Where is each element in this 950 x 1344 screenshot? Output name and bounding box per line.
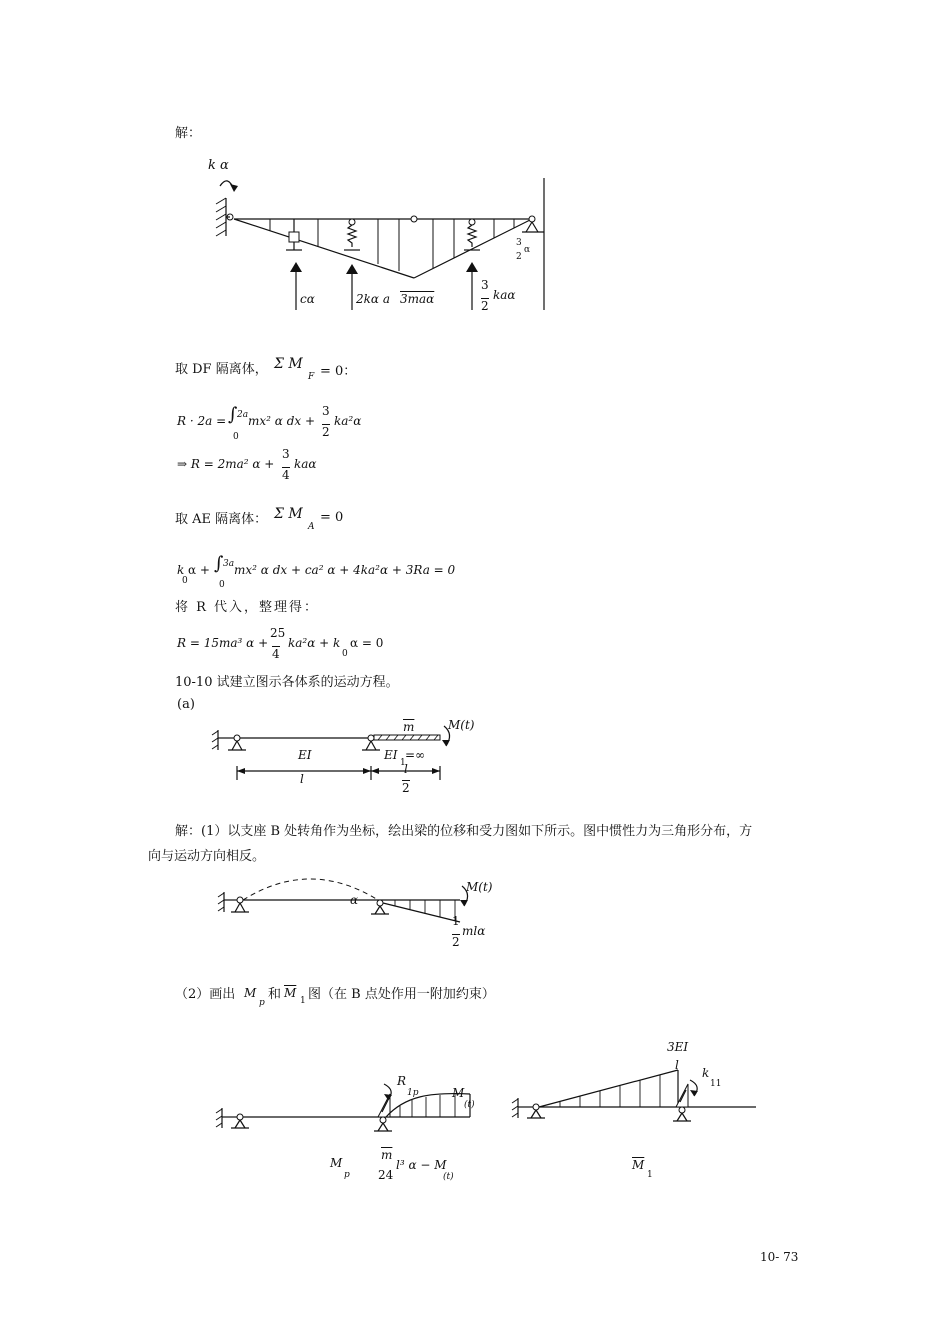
three-ei-den: l: [675, 1058, 679, 1072]
c-alpha-label: cα: [300, 292, 315, 306]
eq3-k: k: [177, 563, 185, 577]
eq3-body: mx² α dx + ca² α + 4ka²α + 3Ra = 0: [234, 563, 456, 577]
solution-line-1: 解：(1）以支座 B 处转角作为坐标，绘出梁的位移和受力图如下所示。图中惯性力为三角形分布，方: [175, 824, 753, 839]
r1p-label: R: [397, 1074, 407, 1088]
df-intro: 取 DF 隔离体，: [175, 362, 268, 377]
moment-label: M(t): [448, 718, 475, 732]
bottom-tail: l³ α − M: [396, 1158, 447, 1172]
df-sum: Σ M: [274, 356, 303, 372]
ei-label: EI: [298, 748, 312, 762]
eq4-tail: ka²α + k: [288, 636, 341, 650]
mp-label: M: [330, 1156, 343, 1170]
step2-text-a: （2）画出: [175, 987, 236, 1002]
k11-sub: 11: [710, 1079, 722, 1089]
df-eq0: = 0：: [320, 364, 357, 379]
eq4-end: α = 0: [350, 636, 384, 650]
small-frac-num: 3: [516, 238, 522, 248]
len-half-num: l: [404, 762, 408, 776]
eq2-tail: kaα: [294, 457, 317, 471]
eq3-k-sub: 0: [182, 576, 188, 586]
eq1-integral: ∫: [228, 404, 238, 425]
bottom-frac-num: $\overline{m}$: [381, 1148, 393, 1162]
eq3-int-lower: 0: [219, 580, 225, 590]
eq1-frac-den: 2: [322, 425, 330, 439]
frac-3-var: kaα: [493, 288, 516, 302]
step2-m1: $\overline{M}$: [284, 986, 297, 1000]
frac-3-den: 2: [481, 299, 489, 313]
m-l-alpha-label: mlα: [462, 924, 486, 938]
step2-m1-sub: 1: [300, 996, 306, 1006]
bottom-frac-den: 24: [378, 1168, 394, 1182]
eq3-int-upper: 3a: [223, 559, 235, 569]
bottom-tail-sub: (t): [443, 1172, 454, 1182]
eq4-frac-num: 25: [270, 626, 286, 640]
eq1-tail: ka²α: [334, 414, 362, 428]
len-l-label: l: [300, 772, 304, 786]
eq1-int-upper: 2a: [237, 410, 249, 420]
mt-label: M: [452, 1086, 465, 1100]
moment-label-2: M(t): [466, 880, 493, 894]
ei1-val: =∞: [405, 748, 426, 762]
ae-eq0: = 0: [320, 510, 344, 525]
ei1-label: EI: [384, 748, 398, 762]
eq4-k-sub: 0: [342, 649, 348, 659]
m1-label-sub: 1: [647, 1170, 653, 1180]
solution-line-2: 向与运动方向相反。: [148, 849, 266, 864]
eq1-body: mx² α dx +: [248, 414, 316, 428]
eq4-left: R = 15ma³ α +: [177, 636, 269, 650]
mt-sub: (t): [464, 1100, 475, 1110]
frac-half-num: 1: [452, 914, 460, 928]
frac-half-den: 2: [452, 935, 460, 949]
step2-and: 和: [268, 987, 282, 1002]
eq3-integral: ∫: [214, 553, 224, 574]
df-sub: F: [308, 372, 315, 382]
ae-intro: 取 AE 隔离体：: [175, 512, 268, 527]
solution-label: 解：: [175, 126, 202, 141]
step2-mp: M: [244, 986, 257, 1000]
eq3-a: α +: [188, 563, 210, 577]
alpha-label: α: [350, 893, 359, 907]
eq2-frac-num: 3: [282, 447, 290, 461]
r1p-sub: 1p: [407, 1088, 419, 1098]
eq2-frac-den: 4: [282, 468, 290, 482]
eq1-frac-num: 3: [322, 404, 330, 418]
eq1-int-lower: 0: [233, 432, 239, 442]
three-ei-label: 3EI: [667, 1040, 689, 1054]
substitute-text: 将 R 代入，整理得：: [175, 600, 320, 615]
len-half-den: 2: [402, 781, 410, 795]
two-k-alpha-a-label: 2kα a: [356, 292, 390, 306]
problem-title: 10-10 试建立图示各体系的运动方程。: [175, 675, 399, 690]
m-bar-label: $\overline{m}$: [403, 720, 415, 734]
mp-label-sub: p: [344, 1170, 350, 1180]
step2-mp-sub: p: [259, 998, 265, 1008]
small-frac-var: α: [524, 245, 531, 255]
page-number: 10- 73: [760, 1250, 799, 1264]
ae-sub: A: [308, 522, 315, 532]
eq2-left: ⇒ R = 2ma² α +: [177, 457, 275, 471]
three-m-a-alpha-label: 3maα: [400, 292, 435, 306]
k11-label: k: [702, 1066, 710, 1080]
ae-sum: Σ M: [274, 506, 303, 522]
k-alpha-label: k α: [208, 158, 229, 173]
part-a-label: (a): [177, 697, 195, 712]
eq1-left: R · 2a =: [177, 414, 227, 428]
m1-label: $\overline{M}$: [632, 1158, 645, 1172]
step2-text-b: 图（在 B 点处作用一附加约束）: [308, 987, 495, 1002]
frac-3-num: 3: [481, 278, 489, 292]
eq4-frac-den: 4: [272, 647, 280, 661]
ei1-sub: 1: [400, 758, 406, 768]
small-frac-den: 2: [516, 252, 522, 262]
